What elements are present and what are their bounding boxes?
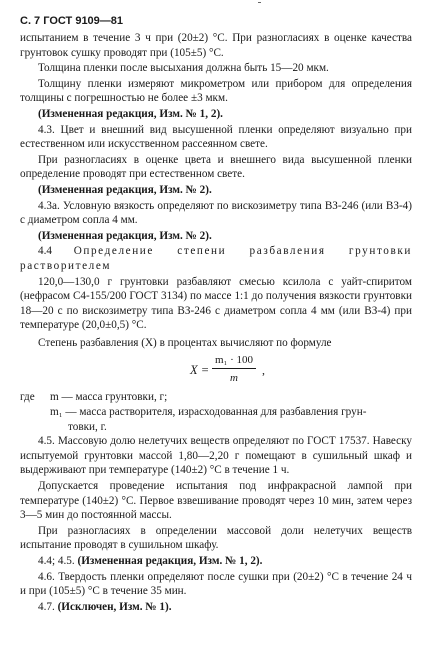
amendment-note: (Измененная редакция, Изм. № 2). (38, 183, 212, 196)
where-item (20, 405, 412, 434)
fraction-bar (212, 368, 256, 369)
document-page (20, 14, 412, 615)
where-item: m — масса грунтовки, г; (50, 391, 168, 404)
where-label: где (20, 391, 35, 404)
paragraph: 120,0—130,0 г грунтовки разбавляют смесью ксилола с уайт-спиритом (нефрасом С4-155/200 ГОСТ 3134) по массе 1:1 до получения вязкости грунтовки 18—20 с по вискозиметру типа ВЗ-246 с диаметром сопла 4 мм (или ВЗ-4) при температуре (20,0±0,5) °С. (20, 275, 412, 332)
amendment-line (20, 554, 412, 569)
where-item-line: m₁ — масса растворителя, израсходованная для разбавления грун- (50, 406, 367, 419)
amendment-note: (Измененная редакция, Изм. № 2). (38, 229, 212, 242)
paragraph: Допускается проведение испытания под инфракрасной лампой при температуре (140±2) °С. Первое взвешивание проводят через 10 мин, затем через 3—5 мин до постоянной массы. (20, 480, 412, 522)
section-number: 4.4 (38, 245, 52, 258)
clause-refs: 4.4; 4.5. (38, 555, 75, 567)
formula-numerator: m₁ · 100 (214, 354, 254, 367)
section-heading (20, 244, 412, 273)
amendment-note: (Измененная редакция, Изм. № 1, 2). (77, 555, 263, 567)
where-item-line: товки, г. (68, 420, 107, 433)
paragraph: 4.3а. Условную вязкость определяют по вискозиметру типа ВЗ-246 (или ВЗ-4) с диаметром сопла 4 мм. (20, 199, 412, 227)
amendment-note: (Исключен, Изм. № 1). (57, 600, 172, 613)
paragraph: 4.6. Твердость пленки определяют после сушки при (20±2) °С в течение 24 ч и при (105±5) °С в течение 35 мин. (20, 570, 412, 598)
paragraph: испытанием в течение 3 ч при (20±2) °С. При разногласиях в оценке качества грунтовок сушку проводят при (105±5) °С. (20, 32, 412, 59)
paragraph: Толщину пленки измеряют микрометром или прибором для определения толщины с погрешностью не более ±3 мкм. (20, 77, 412, 105)
page-header: С. 7 ГОСТ 9109—81 (20, 15, 124, 27)
paragraph: При разногласиях в оценке цвета и внешнего вида высушенной пленки определение проводят при естественном свете. (20, 153, 412, 181)
where-legend (20, 390, 412, 405)
paragraph: При разногласиях в определении массовой доли нелетучих веществ испытание проводят в сушильном шкафу. (20, 524, 412, 552)
paragraph: 4.5. Массовую долю нелетучих веществ определяют по ГОСТ 17537. Навеску испытуемой грунтовки массой 1,80—2,20 г помещают в сушильный шкаф и выдерживают при температуре (140±2) °С в течение 1 ч. (20, 435, 412, 477)
clause-ref: 4.7. (38, 600, 55, 613)
scan-mark (258, 2, 261, 3)
amendment-line (20, 600, 412, 615)
formula-lhs: X = (190, 363, 210, 378)
section-title: Определение степени разбавления грунтовки растворителем (20, 245, 412, 272)
formula-intro: Степень разбавления (X) в процентах вычисляют по формуле (38, 336, 332, 349)
formula (20, 352, 412, 388)
paragraph: 4.3. Цвет и внешний вид высушенной пленки определяют визуально при естественном или искусственном рассеянном свете. (20, 123, 412, 151)
formula-denominator: m (230, 372, 238, 385)
formula-comma: , (262, 363, 265, 378)
paragraph: Толщина пленки после высыхания должна быть 15—20 мкм. (38, 62, 329, 75)
amendment-note: (Измененная редакция, Изм. № 1, 2). (38, 107, 223, 120)
